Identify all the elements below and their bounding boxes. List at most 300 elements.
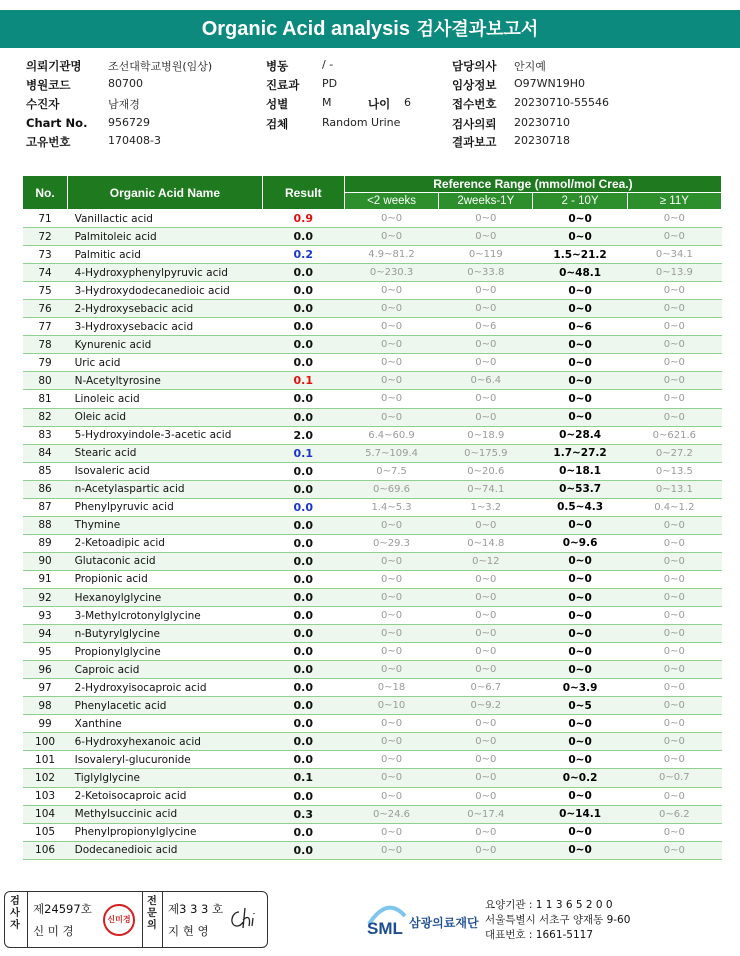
row-ref-under-2-weeks: 0~18 — [344, 679, 438, 697]
row-no: 73 — [23, 246, 68, 264]
row-result: 0.0 — [262, 697, 344, 715]
row-ref-2weeks-1y: 0~0 — [439, 787, 533, 805]
row-ref-2weeks-1y: 0~9.2 — [439, 697, 533, 715]
table-row — [23, 534, 722, 552]
row-ref-11y-plus: 0~0 — [627, 643, 721, 661]
row-no: 99 — [23, 715, 68, 733]
row-ref-11y-plus: 0~0 — [627, 715, 721, 733]
table-row — [23, 679, 722, 697]
row-no: 100 — [23, 733, 68, 751]
row-ref-under-2-weeks: 1.4~5.3 — [344, 498, 438, 516]
label-receipt-no: 접수번호 — [452, 97, 497, 111]
row-ref-under-2-weeks: 0~0 — [344, 769, 438, 787]
row-ref-2weeks-1y: 0~0 — [439, 408, 533, 426]
org-name: 삼광의료재단 — [409, 916, 479, 930]
row-ref-2weeks-1y: 0~33.8 — [439, 264, 533, 282]
label-requesting-institution: 의뢰기관명 — [26, 59, 82, 73]
row-result: 0.0 — [262, 823, 344, 841]
row-no: 81 — [23, 390, 68, 408]
inspector-label: 검 사 자 — [10, 896, 20, 931]
row-result: 0.0 — [262, 318, 344, 336]
row-no: 90 — [23, 552, 68, 570]
report-title-ko: 검사결과보고서 — [416, 19, 539, 40]
table-row — [23, 246, 722, 264]
row-ref-11y-plus: 0~0 — [627, 534, 721, 552]
row-ref-2-10y: 0~0 — [533, 625, 627, 643]
table-row — [23, 210, 722, 228]
label-specimen: 검체 — [266, 117, 289, 131]
row-no: 84 — [23, 444, 68, 462]
row-ref-2-10y: 0~0 — [533, 390, 627, 408]
row-ref-11y-plus: 0~0 — [627, 823, 721, 841]
row-ref-under-2-weeks: 0~0 — [344, 643, 438, 661]
row-ref-2weeks-1y: 0~0 — [439, 625, 533, 643]
row-ref-2-10y: 0~0.2 — [533, 769, 627, 787]
header-ref-2weeks-1y: 2weeks-1Y — [439, 193, 533, 210]
row-ref-2-10y: 0~28.4 — [533, 426, 627, 444]
row-ref-2weeks-1y: 0~0 — [439, 823, 533, 841]
row-acid-name: 2-Hydroxysebacic acid — [68, 300, 263, 318]
row-ref-2weeks-1y: 1~3.2 — [439, 498, 533, 516]
row-result: 0.0 — [262, 787, 344, 805]
header-ref-2-10y: 2 - 10Y — [533, 193, 627, 210]
row-acid-name: Tiglylglycine — [68, 769, 263, 787]
divider — [142, 892, 143, 947]
row-no: 93 — [23, 607, 68, 625]
row-result: 0.0 — [262, 516, 344, 534]
row-ref-under-2-weeks: 0~0 — [344, 588, 438, 606]
row-acid-name: Caproic acid — [68, 661, 263, 679]
row-ref-11y-plus: 0~0 — [627, 318, 721, 336]
row-ref-2weeks-1y: 0~0 — [439, 570, 533, 588]
table-row — [23, 661, 722, 679]
row-no: 78 — [23, 336, 68, 354]
value-result-report: 20230718 — [514, 134, 570, 147]
row-ref-under-2-weeks: 0~0 — [344, 552, 438, 570]
row-acid-name: Hexanoylglycine — [68, 588, 263, 606]
header-result: Result — [262, 176, 344, 210]
row-ref-2weeks-1y: 0~12 — [439, 552, 533, 570]
label-patient: 수진자 — [26, 97, 60, 111]
table-row — [23, 300, 722, 318]
row-acid-name: Linoleic acid — [68, 390, 263, 408]
row-ref-2-10y: 0~0 — [533, 715, 627, 733]
row-ref-2-10y: 0~0 — [533, 372, 627, 390]
row-ref-2-10y: 0~0 — [533, 607, 627, 625]
row-ref-11y-plus: 0~0 — [627, 336, 721, 354]
row-result: 0.1 — [262, 444, 344, 462]
row-ref-2-10y: 0~0 — [533, 823, 627, 841]
row-result: 0.0 — [262, 282, 344, 300]
row-ref-2-10y: 0~0 — [533, 841, 627, 859]
row-ref-under-2-weeks: 0~0 — [344, 408, 438, 426]
row-ref-2weeks-1y: 0~0 — [439, 588, 533, 606]
row-ref-under-2-weeks: 0~69.6 — [344, 480, 438, 498]
row-ref-11y-plus: 0~0 — [627, 552, 721, 570]
table-row — [23, 354, 722, 372]
row-result: 0.1 — [262, 769, 344, 787]
row-acid-name: 2-Ketoadipic acid — [68, 534, 263, 552]
row-result: 0.0 — [262, 390, 344, 408]
row-no: 96 — [23, 661, 68, 679]
row-ref-under-2-weeks: 0~0 — [344, 282, 438, 300]
row-no: 83 — [23, 426, 68, 444]
row-ref-11y-plus: 0~0 — [627, 607, 721, 625]
row-ref-11y-plus: 0~0 — [627, 588, 721, 606]
label-ward: 병동 — [266, 59, 289, 73]
table-row — [23, 498, 722, 516]
row-acid-name: Vanillactic acid — [68, 210, 263, 228]
table-row — [23, 552, 722, 570]
table-row — [23, 570, 722, 588]
row-result: 0.0 — [262, 336, 344, 354]
value-unique-no: 170408-3 — [108, 134, 161, 147]
row-ref-2-10y: 0.5~4.3 — [533, 498, 627, 516]
row-ref-under-2-weeks: 0~0 — [344, 354, 438, 372]
row-ref-under-2-weeks: 0~0 — [344, 661, 438, 679]
row-ref-11y-plus: 0~0 — [627, 661, 721, 679]
row-result: 0.0 — [262, 588, 344, 606]
row-ref-11y-plus: 0~0 — [627, 787, 721, 805]
table-row — [23, 733, 722, 751]
row-ref-under-2-weeks: 0~0 — [344, 516, 438, 534]
row-ref-11y-plus: 0~0 — [627, 625, 721, 643]
row-no: 80 — [23, 372, 68, 390]
institution-address: 서울특별시 서초구 양재동 9-60 — [485, 914, 631, 926]
row-no: 74 — [23, 264, 68, 282]
label-unique-no: 고유번호 — [26, 135, 71, 149]
table-row — [23, 408, 722, 426]
row-ref-11y-plus: 0~0 — [627, 390, 721, 408]
row-ref-under-2-weeks: 0~10 — [344, 697, 438, 715]
row-ref-11y-plus: 0~6.2 — [627, 805, 721, 823]
row-no: 95 — [23, 643, 68, 661]
row-no: 106 — [23, 841, 68, 859]
row-ref-2-10y: 1.7~27.2 — [533, 444, 627, 462]
row-ref-2weeks-1y: 0~0 — [439, 300, 533, 318]
row-ref-under-2-weeks: 0~7.5 — [344, 462, 438, 480]
row-result: 0.0 — [262, 625, 344, 643]
seal-stamp: 신미경 — [103, 904, 135, 936]
row-no: 104 — [23, 805, 68, 823]
label-age: 나이 — [368, 97, 391, 111]
row-result: 0.0 — [262, 661, 344, 679]
row-ref-2weeks-1y: 0~0 — [439, 210, 533, 228]
row-ref-11y-plus: 0~0 — [627, 210, 721, 228]
row-ref-under-2-weeks: 0~29.3 — [344, 534, 438, 552]
table-row — [23, 390, 722, 408]
institution-phone: 대표번호 : 1661-5117 — [485, 929, 594, 941]
table-row — [23, 625, 722, 643]
table-row — [23, 444, 722, 462]
label-sex: 성별 — [266, 97, 289, 111]
value-clinical-info: O97WN19H0 — [514, 77, 586, 90]
row-ref-2weeks-1y: 0~0 — [439, 516, 533, 534]
row-result: 0.0 — [262, 570, 344, 588]
row-ref-11y-plus: 0~13.1 — [627, 480, 721, 498]
row-ref-2-10y: 0~0 — [533, 552, 627, 570]
row-ref-2-10y: 0~0 — [533, 210, 627, 228]
row-ref-11y-plus: 0~0 — [627, 372, 721, 390]
row-acid-name: Methylsuccinic acid — [68, 805, 263, 823]
value-receipt-no: 20230710-55546 — [514, 96, 609, 109]
specialist-id: 제3 3 3 호 — [168, 902, 224, 916]
row-ref-2-10y: 0~0 — [533, 354, 627, 372]
row-ref-under-2-weeks: 6.4~60.9 — [344, 426, 438, 444]
row-result: 0.0 — [262, 228, 344, 246]
row-result: 0.0 — [262, 300, 344, 318]
row-ref-under-2-weeks: 0~0 — [344, 733, 438, 751]
label-chart-no: Chart No. — [26, 116, 88, 130]
row-ref-11y-plus: 0~0 — [627, 751, 721, 769]
row-result: 0.0 — [262, 733, 344, 751]
sml-logo-mark — [365, 898, 409, 942]
row-ref-2-10y: 0~0 — [533, 300, 627, 318]
row-ref-2-10y: 0~0 — [533, 588, 627, 606]
row-ref-2weeks-1y: 0~74.1 — [439, 480, 533, 498]
row-ref-2weeks-1y: 0~0 — [439, 715, 533, 733]
row-ref-2-10y: 0~6 — [533, 318, 627, 336]
row-ref-under-2-weeks: 0~0 — [344, 318, 438, 336]
row-ref-2weeks-1y: 0~6.7 — [439, 679, 533, 697]
row-ref-11y-plus: 0~0.7 — [627, 769, 721, 787]
row-ref-2-10y: 0~14.1 — [533, 805, 627, 823]
row-no: 88 — [23, 516, 68, 534]
row-ref-2weeks-1y: 0~17.4 — [439, 805, 533, 823]
table-row — [23, 588, 722, 606]
row-acid-name: Oleic acid — [68, 408, 263, 426]
row-ref-2weeks-1y: 0~0 — [439, 282, 533, 300]
row-acid-name: Isovaleric acid — [68, 462, 263, 480]
row-no: 82 — [23, 408, 68, 426]
row-ref-2-10y: 0~0 — [533, 787, 627, 805]
row-ref-2-10y: 0~0 — [533, 751, 627, 769]
table-row — [23, 336, 722, 354]
row-ref-2-10y: 1.5~21.2 — [533, 246, 627, 264]
care-code: 요양기관 : 1 1 3 6 5 2 0 0 — [485, 899, 613, 911]
label-hospital-code: 병원코드 — [26, 78, 71, 92]
row-no: 71 — [23, 210, 68, 228]
table-row — [23, 516, 722, 534]
row-ref-under-2-weeks: 4.9~81.2 — [344, 246, 438, 264]
value-ward: / - — [322, 58, 334, 71]
row-ref-under-2-weeks: 0~0 — [344, 625, 438, 643]
row-acid-name: N-Acetyltyrosine — [68, 372, 263, 390]
row-ref-2weeks-1y: 0~6.4 — [439, 372, 533, 390]
table-row — [23, 787, 722, 805]
row-ref-11y-plus: 0~34.1 — [627, 246, 721, 264]
row-ref-under-2-weeks: 0~0 — [344, 300, 438, 318]
table-row — [23, 282, 722, 300]
row-ref-under-2-weeks: 0~0 — [344, 841, 438, 859]
row-acid-name: Thymine — [68, 516, 263, 534]
label-department: 진료과 — [266, 78, 300, 92]
row-ref-11y-plus: 0.4~1.2 — [627, 498, 721, 516]
table-row — [23, 318, 722, 336]
value-chart-no: 956729 — [108, 116, 150, 129]
inspector-id: 제24597호 — [33, 902, 92, 916]
row-acid-name: 4-Hydroxyphenylpyruvic acid — [68, 264, 263, 282]
row-ref-2-10y: 0~0 — [533, 643, 627, 661]
row-acid-name: Palmitic acid — [68, 246, 263, 264]
row-result: 0.0 — [262, 480, 344, 498]
table-row — [23, 480, 722, 498]
table-row — [23, 805, 722, 823]
row-acid-name: Stearic acid — [68, 444, 263, 462]
header-ref-under-2-weeks: <2 weeks — [344, 193, 438, 210]
row-result: 0.1 — [262, 372, 344, 390]
row-acid-name: Propionylglycine — [68, 643, 263, 661]
row-ref-under-2-weeks: 0~0 — [344, 823, 438, 841]
row-acid-name: 5-Hydroxyindole-3-acetic acid — [68, 426, 263, 444]
row-ref-under-2-weeks: 0~0 — [344, 715, 438, 733]
row-ref-2weeks-1y: 0~0 — [439, 841, 533, 859]
row-acid-name: 3-Hydroxydodecanedioic acid — [68, 282, 263, 300]
row-no: 92 — [23, 588, 68, 606]
row-acid-name: Isovaleryl-glucuronide — [68, 751, 263, 769]
row-acid-name: n-Butyrylglycine — [68, 625, 263, 643]
table-row — [23, 607, 722, 625]
row-acid-name: 3-Hydroxysebacic acid — [68, 318, 263, 336]
row-ref-11y-plus: 0~13.5 — [627, 462, 721, 480]
row-result: 0.0 — [262, 498, 344, 516]
row-ref-under-2-weeks: 0~0 — [344, 787, 438, 805]
row-no: 101 — [23, 751, 68, 769]
row-ref-2-10y: 0~0 — [533, 408, 627, 426]
row-ref-2weeks-1y: 0~0 — [439, 733, 533, 751]
row-ref-2-10y: 0~0 — [533, 282, 627, 300]
row-ref-2-10y: 0~53.7 — [533, 480, 627, 498]
row-acid-name: Xanthine — [68, 715, 263, 733]
table-row — [23, 643, 722, 661]
row-ref-11y-plus: 0~0 — [627, 282, 721, 300]
row-acid-name: Glutaconic acid — [68, 552, 263, 570]
row-no: 85 — [23, 462, 68, 480]
row-acid-name: 6-Hydroxyhexanoic acid — [68, 733, 263, 751]
row-ref-11y-plus: 0~13.9 — [627, 264, 721, 282]
row-ref-2weeks-1y: 0~0 — [439, 769, 533, 787]
patient-info — [0, 56, 740, 152]
label-attending-doctor: 담당의사 — [452, 59, 497, 73]
table-row — [23, 697, 722, 715]
row-acid-name: Kynurenic acid — [68, 336, 263, 354]
row-result: 2.0 — [262, 426, 344, 444]
row-result: 0.0 — [262, 841, 344, 859]
row-result: 0.0 — [262, 751, 344, 769]
organic-acid-results-table — [22, 175, 722, 860]
row-no: 98 — [23, 697, 68, 715]
row-ref-under-2-weeks: 0~0 — [344, 210, 438, 228]
row-ref-under-2-weeks: 0~0 — [344, 570, 438, 588]
row-result: 0.0 — [262, 552, 344, 570]
row-ref-2-10y: 0~0 — [533, 228, 627, 246]
row-ref-2weeks-1y: 0~119 — [439, 246, 533, 264]
row-no: 102 — [23, 769, 68, 787]
row-result: 0.0 — [262, 354, 344, 372]
value-patient: 남재경 — [108, 98, 140, 111]
row-result: 0.0 — [262, 679, 344, 697]
table-row — [23, 372, 722, 390]
signature-box — [4, 891, 268, 948]
row-ref-2weeks-1y: 0~0 — [439, 643, 533, 661]
row-result: 0.0 — [262, 643, 344, 661]
row-ref-2weeks-1y: 0~0 — [439, 661, 533, 679]
table-row — [23, 228, 722, 246]
divider — [27, 892, 28, 947]
row-ref-11y-plus: 0~0 — [627, 679, 721, 697]
row-ref-under-2-weeks: 0~0 — [344, 336, 438, 354]
header-ref-11y-plus: ≥ 11Y — [627, 193, 721, 210]
table-row — [23, 823, 722, 841]
row-ref-11y-plus: 0~0 — [627, 516, 721, 534]
value-attending-doctor: 안지예 — [514, 60, 546, 73]
row-ref-under-2-weeks: 0~230.3 — [344, 264, 438, 282]
row-ref-2-10y: 0~0 — [533, 570, 627, 588]
report-title-en: Organic Acid analysis — [201, 18, 410, 40]
label-result-report: 결과보고 — [452, 135, 497, 149]
row-ref-11y-plus: 0~0 — [627, 733, 721, 751]
row-ref-under-2-weeks: 0~0 — [344, 390, 438, 408]
row-result: 0.0 — [262, 408, 344, 426]
row-ref-2weeks-1y: 0~0 — [439, 336, 533, 354]
sml-logo-text: SML — [367, 919, 403, 938]
row-acid-name: n-Acetylaspartic acid — [68, 480, 263, 498]
specialist-name: 지 현 영 — [168, 924, 209, 938]
row-ref-2weeks-1y: 0~0 — [439, 354, 533, 372]
row-ref-2-10y: 0~0 — [533, 516, 627, 534]
row-ref-11y-plus: 0~0 — [627, 697, 721, 715]
row-ref-2weeks-1y: 0~18.9 — [439, 426, 533, 444]
value-test-request: 20230710 — [514, 116, 570, 129]
label-clinical-info: 임상정보 — [452, 78, 497, 92]
row-ref-11y-plus: 0~0 — [627, 408, 721, 426]
table-row — [23, 264, 722, 282]
row-no: 75 — [23, 282, 68, 300]
row-result: 0.3 — [262, 805, 344, 823]
row-ref-2weeks-1y: 0~20.6 — [439, 462, 533, 480]
row-ref-2-10y: 0~0 — [533, 336, 627, 354]
row-ref-11y-plus: 0~0 — [627, 300, 721, 318]
table-row — [23, 426, 722, 444]
row-no: 79 — [23, 354, 68, 372]
value-requesting-institution: 조선대학교병원(임상) — [108, 60, 213, 73]
row-ref-2weeks-1y: 0~0 — [439, 390, 533, 408]
value-sex: M — [322, 96, 332, 109]
value-specimen: Random Urine — [322, 116, 401, 129]
row-ref-under-2-weeks: 0~0 — [344, 228, 438, 246]
row-no: 76 — [23, 300, 68, 318]
report-title-bar — [0, 10, 740, 48]
row-ref-under-2-weeks: 0~0 — [344, 607, 438, 625]
value-department: PD — [322, 77, 338, 90]
row-result: 0.0 — [262, 607, 344, 625]
row-no: 103 — [23, 787, 68, 805]
label-test-request: 검사의뢰 — [452, 117, 497, 131]
row-ref-11y-plus: 0~0 — [627, 570, 721, 588]
row-no: 87 — [23, 498, 68, 516]
row-ref-2weeks-1y: 0~6 — [439, 318, 533, 336]
row-acid-name: Uric acid — [68, 354, 263, 372]
row-result: 0.0 — [262, 715, 344, 733]
row-acid-name: Phenylpropionylglycine — [68, 823, 263, 841]
row-result: 0.9 — [262, 210, 344, 228]
row-result: 0.0 — [262, 264, 344, 282]
row-ref-2weeks-1y: 0~0 — [439, 607, 533, 625]
table-row — [23, 769, 722, 787]
results-body — [23, 210, 722, 860]
table-row — [23, 751, 722, 769]
row-no: 94 — [23, 625, 68, 643]
